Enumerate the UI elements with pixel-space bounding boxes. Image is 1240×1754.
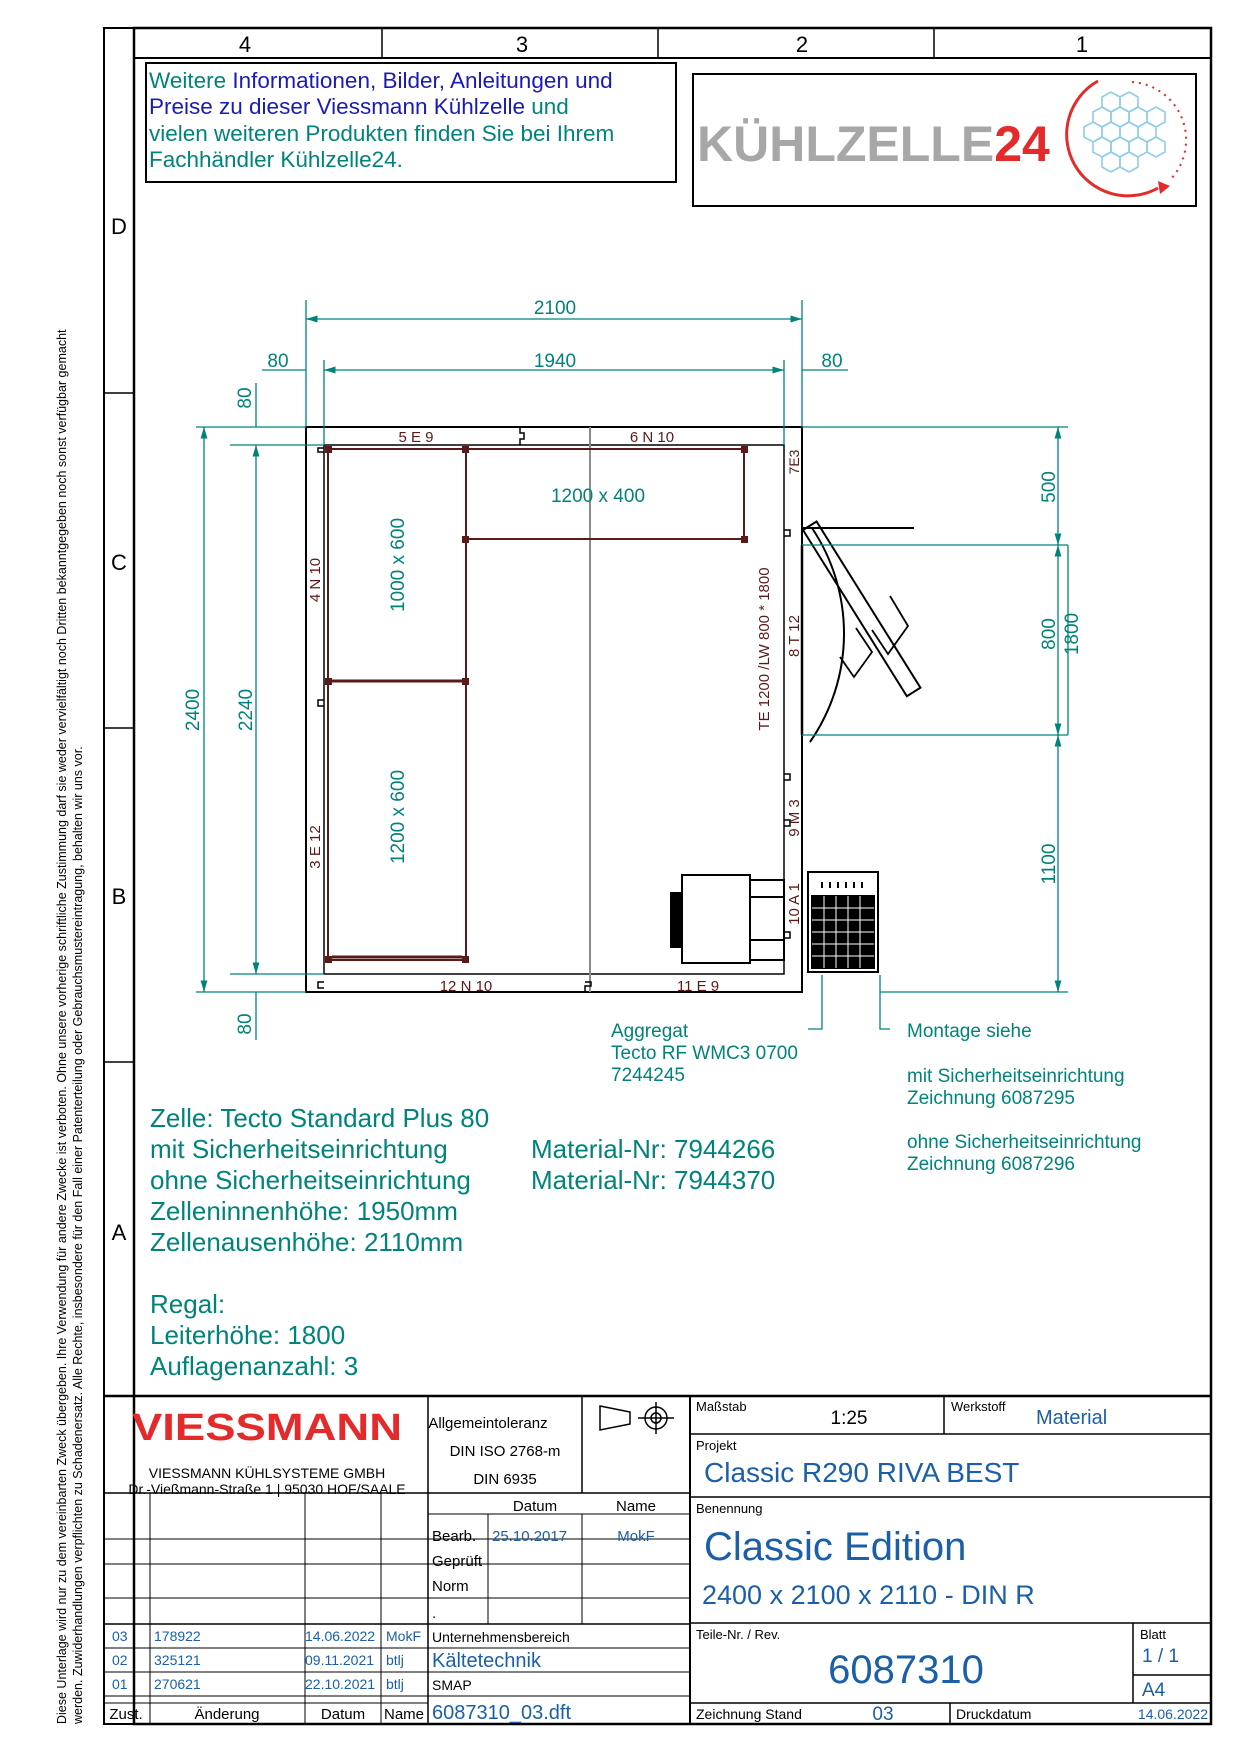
montage-mit: mit Sicherheitseinrichtung — [907, 1066, 1125, 1087]
panel-10a1: 10 A 1 — [786, 883, 803, 925]
smap-value: 6087310_03.dft — [432, 1702, 572, 1724]
aggregat-label: Aggregat — [611, 1021, 689, 1042]
grid-col-1: 1 — [1075, 32, 1089, 57]
panel-6n10: 6 N 10 — [629, 429, 675, 446]
benennung-title: Classic Edition — [704, 1525, 967, 1569]
blatt-value: 1 / 1 — [1142, 1646, 1179, 1667]
company-name: VIESSMANN KÜHLSYSTEME GMBH — [148, 1465, 386, 1481]
spec-aussenhoehe: Zellenausenhöhe: 2110mm — [150, 1227, 464, 1257]
dim-80-bottom: 80 — [235, 1013, 256, 1035]
dim-2400: 2400 — [183, 688, 204, 732]
unternehmensbereich-value: Kältetechnik — [432, 1650, 541, 1672]
montage-ohne: ohne Sicherheitseinrichtung — [907, 1132, 1142, 1153]
svg-text:KÜHLZELLE24: KÜHLZELLE24 — [697, 116, 1050, 172]
header-zust: Zust. — [109, 1706, 143, 1723]
montage-mit-drawing: Zeichnung 6087295 — [907, 1088, 1075, 1109]
bearb-date: 25.10.2017 — [492, 1528, 568, 1545]
projection-symbol-icon — [600, 1402, 674, 1434]
kuehlzelle24-logo — [697, 81, 1186, 196]
info-line-3: vielen weiteren Produkten finden Sie bei Ihrem — [149, 121, 615, 146]
grid-col-3: 3 — [515, 32, 529, 57]
grid-row-c: C — [111, 550, 127, 575]
rev-03-name: MokF — [386, 1628, 421, 1644]
rev-02-datum: 09.11.2021 — [305, 1652, 375, 1668]
grid-col-2: 2 — [795, 32, 809, 57]
viessmann-logo — [132, 1407, 402, 1449]
header-datum: Datum — [320, 1706, 366, 1723]
panel-11e9: 11 E 9 — [676, 978, 720, 995]
rev-01-datum: 22.10.2021 — [305, 1676, 376, 1692]
dim-800: 800 — [1039, 618, 1060, 650]
info-line-2: Preise zu dieser Viessmann Kühlzelle und — [149, 94, 569, 119]
shelf-left-lower-label: 1200 x 600 — [388, 769, 409, 865]
rev-02-name: btlj — [386, 1652, 404, 1668]
rev-01-aenderung: 270621 — [154, 1676, 201, 1692]
name-header: Name — [615, 1498, 657, 1515]
unternehmensbereich-label: Unternehmensbereich — [432, 1629, 570, 1645]
norm-label: Norm — [432, 1578, 469, 1595]
spec-mit-material: Material-Nr: 7944266 — [531, 1134, 776, 1164]
aggregat-unit — [671, 872, 878, 972]
dim-80-right: 80 — [821, 351, 843, 372]
tolerance-label: Allgemeintoleranz — [428, 1415, 548, 1432]
dim-1100: 1100 — [1039, 843, 1060, 885]
format-value: A4 — [1142, 1680, 1166, 1701]
rev-01-name: btlj — [386, 1676, 404, 1692]
geprueft-label: Geprüft — [432, 1553, 483, 1570]
molecule-icon — [1084, 92, 1165, 172]
shelf-top-label: 1200 x 400 — [550, 486, 646, 507]
panel-8t12: 8 T 12 — [786, 615, 803, 657]
spec-zelle: Zelle: Tecto Standard Plus 80 — [150, 1103, 490, 1133]
rev-03-datum: 14.06.2022 — [305, 1628, 376, 1644]
dim-80-top: 80 — [235, 387, 256, 409]
rev-03-zust: 03 — [112, 1628, 128, 1644]
benennung-label: Benennung — [696, 1501, 763, 1516]
rev-02-aenderung: 325121 — [154, 1652, 201, 1668]
dimensions — [196, 300, 1068, 1040]
spec-leiterhoehe: Leiterhöhe: 1800 — [150, 1320, 346, 1350]
legal-note-line1: Diese Unterlage wird nur zu dem vereinbarten Zweck übergeben. Ihre Verwendung für andere Zwecke ist verboten. Ohne unsere vorherige schriftliche Zustimmung darf sie weder vervielfältigt noch Dritten bekanntgegeben noch sonst verfügbar gemacht — [55, 329, 69, 1724]
dim-2240: 2240 — [236, 688, 257, 732]
logo-dotted-arc — [1132, 82, 1186, 180]
dim-1800: 1800 — [1062, 612, 1083, 656]
blatt-label: Blatt — [1140, 1627, 1167, 1642]
panel-7e3: 7E3 — [786, 449, 802, 475]
rev-03-aenderung: 178922 — [154, 1628, 201, 1644]
grid-col-4: 4 — [238, 32, 252, 57]
werkstoff-label: Werkstoff — [951, 1399, 1006, 1414]
logo-arc — [1067, 81, 1158, 196]
header-name: Name — [383, 1706, 425, 1723]
tolerance-din: DIN 6935 — [473, 1471, 537, 1488]
company-address: Dr.-Vießmann-Straße 1 | 95030 HOF/SAALE — [128, 1481, 406, 1497]
aggregat-model: Tecto RF WMC3 0700 — [611, 1043, 798, 1064]
panel-5e9: 5 E 9 — [398, 429, 434, 446]
massstab-label: Maßstab — [696, 1399, 747, 1414]
teile-nr-value: 6087310 — [828, 1648, 984, 1692]
door-label: TE 1200 /LW 800 * 1800 — [756, 567, 773, 731]
spec-ohne: ohne Sicherheitseinrichtung — [150, 1165, 471, 1195]
zeichnung-stand-value: 03 — [872, 1704, 894, 1725]
rev-01-zust: 01 — [112, 1676, 128, 1692]
benennung-dimensions: 2400 x 2100 x 2110 - DIN R — [702, 1580, 1035, 1610]
montage-ohne-drawing: Zeichnung 6087296 — [907, 1154, 1075, 1175]
spec-innenhoehe: Zelleninnenhöhe: 1950mm — [150, 1196, 458, 1226]
druckdatum-value: 14.06.2022 — [1137, 1706, 1208, 1722]
header-aenderung: Änderung — [194, 1706, 260, 1723]
teile-nr-label: Teile-Nr. / Rev. — [696, 1627, 781, 1642]
grid-row-d: D — [111, 214, 127, 239]
spec-mit: mit Sicherheitseinrichtung — [150, 1134, 448, 1164]
projekt-label: Projekt — [696, 1438, 737, 1453]
massstab-value: 1:25 — [830, 1408, 868, 1429]
info-line-4: Fachhändler Kühlzelle24. — [149, 147, 403, 172]
grid-row-b: B — [111, 884, 127, 909]
svg-text:VIESSMANN: VIESSMANN — [132, 1407, 402, 1449]
bearb-label: Bearb. — [432, 1528, 477, 1545]
projekt-value: Classic R290 RIVA BEST — [704, 1457, 1020, 1488]
info-line-1: Weitere Informationen, Bilder, Anleitungen und — [149, 68, 613, 93]
floor-plan — [306, 427, 920, 995]
tolerance-iso: DIN ISO 2768-m — [449, 1443, 561, 1460]
rev-02-zust: 02 — [112, 1652, 128, 1668]
zeichnung-stand-label: Zeichnung Stand — [696, 1706, 802, 1722]
norm-dot: . — [432, 1605, 437, 1622]
door — [802, 522, 920, 742]
panel-9m3: 9 M 3 — [786, 799, 803, 837]
panel-3e12: 3 E 12 — [307, 825, 324, 869]
bearb-name: MokF — [617, 1528, 655, 1545]
spec-auflagen: Auflagenanzahl: 3 — [150, 1351, 359, 1381]
datum-header: Datum — [512, 1498, 558, 1515]
dim-500: 500 — [1039, 471, 1060, 503]
dim-80-left: 80 — [267, 351, 289, 372]
druckdatum-label: Druckdatum — [956, 1706, 1032, 1722]
werkstoff-value: Material — [1036, 1407, 1108, 1429]
smap-label: SMAP — [432, 1677, 472, 1693]
aggregat-number: 7244245 — [611, 1065, 685, 1086]
spec-regal: Regal: — [150, 1289, 226, 1319]
dim-2100: 2100 — [533, 298, 577, 319]
grid-row-a: A — [111, 1220, 127, 1245]
spec-ohne-material: Material-Nr: 7944370 — [531, 1165, 776, 1195]
legal-note-line2: werden. Zuwiderhandlungen verpflichten zu Schadenersatz. Alle Rechte, insbesondere für den Fall einer Patenterteilung oder Gebrauchsmustereintragung, behalten wir uns vor. — [71, 746, 85, 1724]
dim-1940: 1940 — [533, 351, 577, 372]
shelf-left-upper-label: 1000 x 600 — [388, 517, 409, 613]
panel-4n10: 4 N 10 — [307, 557, 324, 603]
montage-label: Montage siehe — [907, 1021, 1032, 1042]
panel-12n10: 12 N 10 — [439, 978, 493, 995]
